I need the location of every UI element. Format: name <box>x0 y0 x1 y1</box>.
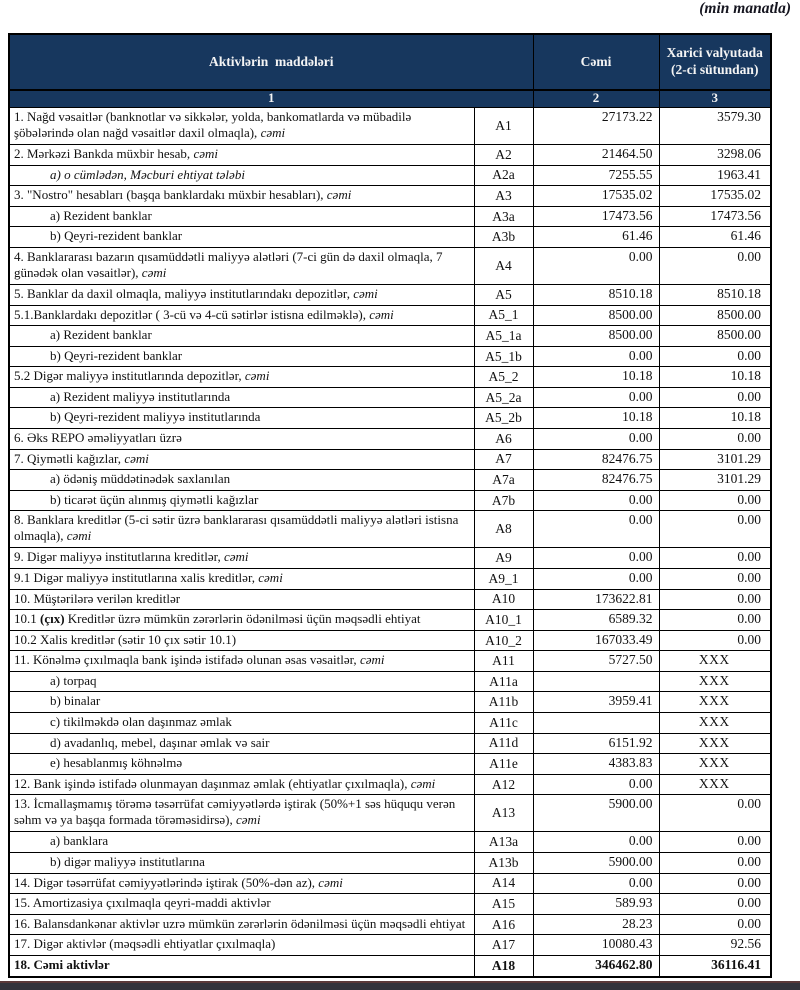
row-foreign-value: 8510.18 <box>659 285 771 306</box>
row-code: A7b <box>474 490 533 511</box>
row-label: a) o cümlədən, Məcburi ehtiyat tələbi <box>9 165 474 186</box>
row-total-value: 5900.00 <box>533 853 659 874</box>
row-foreign-value: 0.00 <box>659 490 771 511</box>
row-label: 5. Banklar da daxil olmaqla, maliyyə institutlarındakı depozitlər, cəmi <box>9 285 474 306</box>
row-label: b) ticarət üçün alınmış qiymətli kağızlar <box>9 490 474 511</box>
row-label: 13. İcmallaşmamış törəmə təsərrüfat cəmiyyətlərdə iştirak (50%+1 səs hüququ verən səhm və ya başqa formada törəməsidirsə), cəmi <box>9 795 474 832</box>
header-row <box>9 34 771 90</box>
row-total-value: 0.00 <box>533 774 659 795</box>
row-foreign-value: 0.00 <box>659 914 771 935</box>
table-body <box>9 108 771 978</box>
row-total-value <box>533 671 659 692</box>
table-row <box>9 832 771 853</box>
row-label: 8. Banklara kreditlər (5-ci sətir üzrə banklararası qısamüddətli maliyyə alətləri istisna olmaqla), cəmi <box>9 511 474 548</box>
row-foreign-value: XXX <box>659 692 771 713</box>
row-label: 12. Bank işində istifadə olunmayan daşınmaz əmlak (ehtiyatlar çıxılmaqla), cəmi <box>9 774 474 795</box>
row-label: a) banklara <box>9 832 474 853</box>
table-row <box>9 548 771 569</box>
row-total-value: 0.00 <box>533 429 659 450</box>
row-foreign-value: 1963.41 <box>659 165 771 186</box>
row-label: c) tikilməkdə olan daşınmaz əmlak <box>9 713 474 734</box>
row-code: A11d <box>474 733 533 754</box>
footer-bar <box>0 981 800 990</box>
row-total-value: 10.18 <box>533 367 659 388</box>
table-row <box>9 408 771 429</box>
row-total-value: 589.93 <box>533 894 659 915</box>
row-foreign-value: 8500.00 <box>659 326 771 347</box>
row-foreign-value: XXX <box>659 754 771 775</box>
row-total-value: 0.00 <box>533 832 659 853</box>
column-number-2: 2 <box>533 90 659 108</box>
row-label: a) ödəniş müddətinədək saxlanılan <box>9 470 474 491</box>
row-total-value: 8500.00 <box>533 326 659 347</box>
row-total-value: 27173.22 <box>533 108 659 145</box>
row-total-value: 0.00 <box>533 548 659 569</box>
row-foreign-value: 0.00 <box>659 429 771 450</box>
table-row <box>9 935 771 956</box>
row-foreign-value: 0.00 <box>659 832 771 853</box>
row-total-value: 0.00 <box>533 387 659 408</box>
row-label: b) Qeyri-rezident banklar <box>9 227 474 248</box>
row-code: A5_2b <box>474 408 533 429</box>
row-foreign-value: 3101.29 <box>659 470 771 491</box>
row-total-value: 8500.00 <box>533 305 659 326</box>
row-code: A5_1a <box>474 326 533 347</box>
table-row <box>9 569 771 590</box>
table-row <box>9 186 771 207</box>
table-row <box>9 429 771 450</box>
row-code: A5_2 <box>474 367 533 388</box>
row-label: a) Rezident banklar <box>9 206 474 227</box>
table-row <box>9 873 771 894</box>
row-code: A11e <box>474 754 533 775</box>
table-row <box>9 630 771 651</box>
row-code: A8 <box>474 511 533 548</box>
row-foreign-value: 61.46 <box>659 227 771 248</box>
table-row <box>9 247 771 284</box>
row-total-value: 0.00 <box>533 346 659 367</box>
row-total-value: 82476.75 <box>533 449 659 470</box>
row-foreign-value: 0.00 <box>659 548 771 569</box>
row-label: 5.1.Banklardakı depozitlər ( 3-cü və 4-cü sətirlər istisna edilməklə), cəmi <box>9 305 474 326</box>
row-code: A17 <box>474 935 533 956</box>
row-total-value: 3959.41 <box>533 692 659 713</box>
row-code: A5_1 <box>474 305 533 326</box>
row-total-value: 0.00 <box>533 247 659 284</box>
row-label: 6. Əks REPO əməliyyatları üzrə <box>9 429 474 450</box>
row-foreign-value: 3298.06 <box>659 145 771 166</box>
row-code: A14 <box>474 873 533 894</box>
row-code: A13b <box>474 853 533 874</box>
row-foreign-value: 10.18 <box>659 367 771 388</box>
table-row <box>9 610 771 631</box>
row-foreign-value: 0.00 <box>659 894 771 915</box>
row-code: A9_1 <box>474 569 533 590</box>
row-total-value: 7255.55 <box>533 165 659 186</box>
header-total: Cəmi <box>533 34 659 90</box>
table-header <box>9 34 771 108</box>
table-row <box>9 774 771 795</box>
column-number-3: 3 <box>659 90 771 108</box>
row-foreign-value: XXX <box>659 733 771 754</box>
table-row <box>9 108 771 145</box>
row-code: A5_2a <box>474 387 533 408</box>
table-row <box>9 326 771 347</box>
row-label: 2. Mərkəzi Bankda müxbir hesab, cəmi <box>9 145 474 166</box>
row-code: A6 <box>474 429 533 450</box>
row-code: A10_2 <box>474 630 533 651</box>
row-label: 14. Digər təsərrüfat cəmiyyətlərində iştirak (50%-dən az), cəmi <box>9 873 474 894</box>
row-foreign-value: 0.00 <box>659 387 771 408</box>
row-code: A13a <box>474 832 533 853</box>
row-label: 1. Nağd vəsaitlər (banknotlar və sikkələr, yolda, bankomatlarda və mübadilə şöbələrində olan nağd vəsaitlər daxil olmaqla), cəmi <box>9 108 474 145</box>
row-label: b) Qeyri-rezident maliyyə institutlarında <box>9 408 474 429</box>
row-code: A2a <box>474 165 533 186</box>
table-row <box>9 305 771 326</box>
table-row <box>9 470 771 491</box>
row-foreign-value: XXX <box>659 774 771 795</box>
row-code: A5 <box>474 285 533 306</box>
table-row <box>9 955 771 977</box>
row-label: 4. Banklararası bazarın qısamüddətli maliyyə alətləri (7-ci gün də daxil olmaqla, 7 günədək olan vəsaitlər), cəmi <box>9 247 474 284</box>
table-row <box>9 651 771 672</box>
table-row <box>9 733 771 754</box>
table-row <box>9 853 771 874</box>
row-total-value: 5900.00 <box>533 795 659 832</box>
row-code: A15 <box>474 894 533 915</box>
row-code: A3 <box>474 186 533 207</box>
row-total-value: 28.23 <box>533 914 659 935</box>
row-label: 5.2 Digər maliyyə institutlarında depozitlər, cəmi <box>9 367 474 388</box>
row-label: 16. Balansdankənar aktivlər uzrə mümkün zərərlərin ödənilməsi üçün məqsədli ehtiyat <box>9 914 474 935</box>
table-row <box>9 511 771 548</box>
table-row <box>9 490 771 511</box>
row-label: d) avadanlıq, mebel, daşınar əmlak və sair <box>9 733 474 754</box>
row-code: A13 <box>474 795 533 832</box>
row-label: 7. Qiymətli kağızlar, cəmi <box>9 449 474 470</box>
row-total-value: 5727.50 <box>533 651 659 672</box>
row-code: A10 <box>474 589 533 610</box>
row-code: A11c <box>474 713 533 734</box>
row-total-value: 0.00 <box>533 490 659 511</box>
table-row <box>9 346 771 367</box>
row-label: 11. Könəlmə çıxılmaqla bank işində istifadə olunan əsas vəsaitlər, cəmi <box>9 651 474 672</box>
row-total-value: 6151.92 <box>533 733 659 754</box>
table-row <box>9 367 771 388</box>
unit-note: (min manatla) <box>699 0 791 17</box>
row-foreign-value: 10.18 <box>659 408 771 429</box>
row-label: 15. Amortizasiya çıxılmaqla qeyri-maddi aktivlər <box>9 894 474 915</box>
table-row <box>9 795 771 832</box>
row-total-value <box>533 713 659 734</box>
row-label: a) Rezident banklar <box>9 326 474 347</box>
row-label: 10.1 (çıx) Kreditlər üzrə mümkün zərərlərin ödənilməsi üçün məqsədli ehtiyat <box>9 610 474 631</box>
row-total-value: 17473.56 <box>533 206 659 227</box>
table-row <box>9 713 771 734</box>
table-row <box>9 227 771 248</box>
row-code: A5_1b <box>474 346 533 367</box>
row-foreign-value: XXX <box>659 671 771 692</box>
row-label: b) Qeyri-rezident banklar <box>9 346 474 367</box>
row-foreign-value: 3101.29 <box>659 449 771 470</box>
row-foreign-value: 0.00 <box>659 569 771 590</box>
row-foreign-value: 0.00 <box>659 795 771 832</box>
row-code: A2 <box>474 145 533 166</box>
row-foreign-value: 0.00 <box>659 630 771 651</box>
row-label: 18. Cəmi aktivlər <box>9 955 474 977</box>
row-code: A11b <box>474 692 533 713</box>
row-foreign-value: 0.00 <box>659 853 771 874</box>
row-total-value: 346462.80 <box>533 955 659 977</box>
row-total-value: 82476.75 <box>533 470 659 491</box>
row-total-value: 10080.43 <box>533 935 659 956</box>
row-foreign-value: 3579.30 <box>659 108 771 145</box>
table-row <box>9 449 771 470</box>
row-code: A7a <box>474 470 533 491</box>
row-label: 9.1 Digər maliyyə institutlarına xalis kreditlər, cəmi <box>9 569 474 590</box>
row-total-value: 173622.81 <box>533 589 659 610</box>
row-foreign-value: 8500.00 <box>659 305 771 326</box>
header-items: Aktivlərin maddələri <box>9 34 533 90</box>
table-row <box>9 387 771 408</box>
row-code: A11a <box>474 671 533 692</box>
row-foreign-value: 0.00 <box>659 511 771 548</box>
row-foreign-value: XXX <box>659 651 771 672</box>
row-code: A7 <box>474 449 533 470</box>
row-foreign-value: 0.00 <box>659 247 771 284</box>
row-total-value: 61.46 <box>533 227 659 248</box>
row-code: A12 <box>474 774 533 795</box>
table-row <box>9 914 771 935</box>
row-code: A9 <box>474 548 533 569</box>
row-total-value: 0.00 <box>533 511 659 548</box>
row-label: 17. Digər aktivlər (məqsədli ehtiyatlar çıxılmaqla) <box>9 935 474 956</box>
row-code: A1 <box>474 108 533 145</box>
table-row <box>9 894 771 915</box>
table-row <box>9 206 771 227</box>
row-total-value: 6589.32 <box>533 610 659 631</box>
row-foreign-value: 36116.41 <box>659 955 771 977</box>
row-foreign-value: 0.00 <box>659 346 771 367</box>
table-row <box>9 754 771 775</box>
row-foreign-value: 0.00 <box>659 589 771 610</box>
row-foreign-value: 0.00 <box>659 610 771 631</box>
row-label: e) hesablanmış köhnəlmə <box>9 754 474 775</box>
row-total-value: 10.18 <box>533 408 659 429</box>
table-row <box>9 165 771 186</box>
row-code: A11 <box>474 651 533 672</box>
row-total-value: 0.00 <box>533 569 659 590</box>
row-label: b) binalar <box>9 692 474 713</box>
row-total-value: 0.00 <box>533 873 659 894</box>
row-code: A18 <box>474 955 533 977</box>
row-label: 9. Digər maliyyə institutlarına kreditlər, cəmi <box>9 548 474 569</box>
row-code: A3b <box>474 227 533 248</box>
table-row <box>9 589 771 610</box>
row-foreign-value: 0.00 <box>659 873 771 894</box>
row-code: A16 <box>474 914 533 935</box>
row-total-value: 4383.83 <box>533 754 659 775</box>
row-label: b) digər maliyyə institutlarına <box>9 853 474 874</box>
row-code: A10_1 <box>474 610 533 631</box>
row-foreign-value: XXX <box>659 713 771 734</box>
row-code: A3a <box>474 206 533 227</box>
row-code: A4 <box>474 247 533 284</box>
row-label: 10. Müştərilərə verilən kreditlər <box>9 589 474 610</box>
row-label: 3. "Nostro" hesabları (başqa banklardakı müxbir hesabları), cəmi <box>9 186 474 207</box>
column-number-1: 1 <box>9 90 533 108</box>
row-label: 10.2 Xalis kreditlər (sətir 10 çıx sətir 10.1) <box>9 630 474 651</box>
table-row <box>9 671 771 692</box>
assets-table <box>8 33 772 978</box>
row-foreign-value: 17535.02 <box>659 186 771 207</box>
row-total-value: 17535.02 <box>533 186 659 207</box>
row-label: a) Rezident maliyyə institutlarında <box>9 387 474 408</box>
column-number-row <box>9 90 771 108</box>
header-foreign: Xarici valyutada (2-ci sütundan) <box>659 34 771 90</box>
row-total-value: 167033.49 <box>533 630 659 651</box>
row-total-value: 21464.50 <box>533 145 659 166</box>
table-row <box>9 145 771 166</box>
row-label: a) torpaq <box>9 671 474 692</box>
row-foreign-value: 17473.56 <box>659 206 771 227</box>
row-foreign-value: 92.56 <box>659 935 771 956</box>
table-row <box>9 692 771 713</box>
table-row <box>9 285 771 306</box>
row-total-value: 8510.18 <box>533 285 659 306</box>
